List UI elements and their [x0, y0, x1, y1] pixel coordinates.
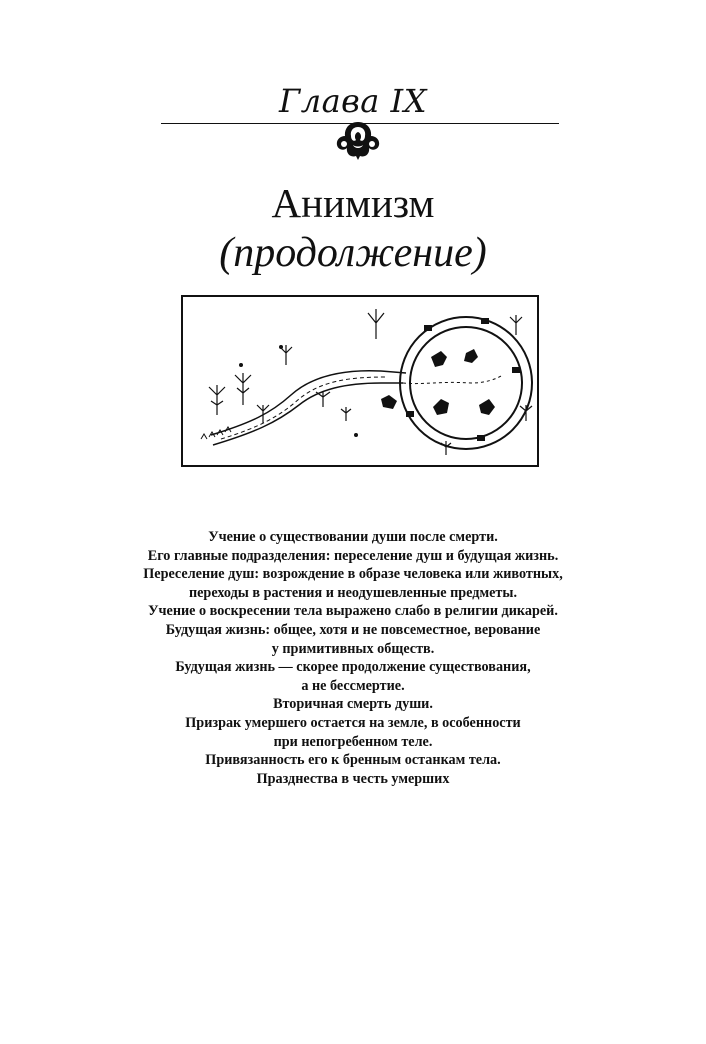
synopsis-line: при непогребенном теле.: [273, 733, 433, 750]
synopsis-line: Его главные подразделения: переселение душ и будущая жизнь.: [147, 547, 559, 564]
synopsis-line: Учение о существовании души после смерти.: [208, 529, 498, 545]
synopsis-line: а не бессмертие.: [301, 677, 405, 694]
synopsis-line: Переселение душ: возрождение в образе человека или животных,: [143, 566, 563, 583]
synopsis-line: Учение о воскресении тела выражено слабо в религии дикарей.: [148, 603, 558, 620]
synopsis-line: Будущая жизнь — скорее продолжение существования,: [175, 659, 531, 676]
chapter-title: [0, 178, 706, 278]
synopsis-line: Привязанность его к бренным останкам тела.: [205, 752, 501, 769]
chapter-label: Глава IX: [279, 82, 427, 120]
title-subtitle: (продолжение): [219, 230, 487, 276]
synopsis-line: Призрак умершего остается на земле, в особенности: [185, 714, 521, 731]
map-illustration-icon: [181, 295, 539, 467]
fleuron-ornament-icon: [334, 118, 382, 162]
chapter-synopsis: [60, 528, 646, 788]
synopsis-line: Будущая жизнь: общее, хотя и не повсеместное, верование: [165, 621, 541, 638]
synopsis-line: у примитивных обществ.: [271, 640, 435, 657]
synopsis-line: переходы в растения и неодушевленные предметы.: [188, 584, 518, 601]
title-main: Анимизм: [271, 180, 435, 226]
synopsis-line: Вторичная смерть души.: [273, 696, 433, 713]
synopsis-line: Празднества в честь умерших: [256, 770, 450, 787]
